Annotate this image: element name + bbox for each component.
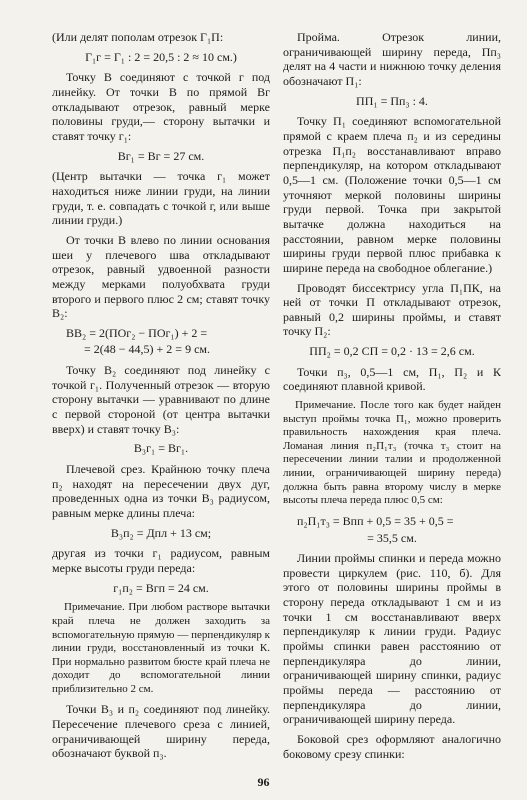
formula: ПП₂ = 0,2 СП = 0,2 · 13 = 2,6 см. (309, 344, 475, 359)
paragraph: Линии проймы спинки и переда можно провести циркулем (рис. 110, б). Для этого от половины ширины проймы в сторону переда откладывают 1 см и из точки 1 см восстанавливают вверх перпендикуляр к линии груди. Радиус проймы спинки равен расстоянию от перпендикуляра до линии, ограничивающей ширину спинки, радиус проймы переда — расстоянию от перпендикуляра до линии, ограничивающей ширину переда. (283, 551, 501, 727)
formula: г₁п₂ = Вгп = 24 см. (113, 580, 209, 595)
paragraph: Точку В₂ соединяют под линейку с точкой г₁. Полученный отрезок — вторую сторону вытачки — уравнивают по длине с первой стороной (от центра вытачки вверх) и ставят точку В₃: (52, 363, 270, 436)
formula: ВВ₂ = 2(ПОг₂ − ПОг₁) + 2 = (66, 325, 208, 340)
paragraph: (Или делят пополам отрезок Г₁П: (52, 30, 224, 44)
paragraph: (Центр вытачки — точка г₁ может находиться ниже линии груди, на линии груди, т. е. совпадать с точкой г, или выше линии груди.) (52, 169, 270, 228)
note: Примечание. При любом растворе вытачки край плеча не должен заходить за вспомогательную прямую — перпендикуляр к линии груди, восстановленный из точки К. При нормально развитом бюсте край плеча не доходит до вспомогательной линии приблизительно 2 см. (52, 601, 270, 695)
right-column (283, 30, 501, 766)
formula: Вг₁ = Вг = 27 см. (117, 148, 205, 163)
formula: В₃г₁ = Вг₁. (133, 441, 189, 456)
formula: = 35,5 см. (367, 530, 417, 545)
page-number: 96 (257, 775, 270, 789)
paragraph: Точку П₁ соединяют вспомогательной прямой с краем плеча п₂ и из середины отрезка П₁п₂ восстанавливают вправо перпендикуляр, на котором откладывают 0,5—1 см. (Положение точки 0,5—1 см уточняют меркой половины ширины груди первой. Точка при закрытой вытачке должна находиться на расстоянии, равном мерке половины ширины груди первой плюс прибавка к ширине переда на свободное облегание.) (283, 114, 501, 275)
formula: Г₁г = Г₁ : 2 = 20,5 : 2 ≈ 10 см.) (85, 49, 237, 64)
paragraph: Боковой срез оформляют аналогично боковому срезу спинки: (283, 732, 501, 761)
paragraph: Пройма. Отрезок линии, ограничивающей ширину переда, Пп₃ делят на 4 части и нижнюю точку деления обозначают П₁: (283, 30, 501, 88)
paragraph: Плечевой срез. Крайнюю точку плеча п₂ находят на пересечении двух дуг, проведенных одна из точки В₃ радиусом, равным мерке длины плеча: (52, 462, 270, 521)
note: Примечание. После того как будет найден выступ проймы точка П₁, можно проверить правильность нахождения края плеча. Ломаная линия п₂П₁т₃ (точка т₃ стоит на пересечении линии талии и продолженной линии, ограничивающей ширину переда) должна быть равна второму числу в мерке высоты плеча переда плюс 0,5 см: (283, 399, 501, 507)
paragraph: другая из точки г₁ радиусом, равным мерке высоты груди переда: (52, 546, 270, 575)
formula: п₂П₁т₃ = Впп + 0,5 = 35 + 0,5 = (297, 513, 454, 528)
formula: ПП₁ = Пп₃ : 4. (356, 93, 428, 108)
paragraph: От точки В влево по линии основания шеи у плечевого шва откладывают отрезок, равный удвоенной разности между мерками полуобхвата груди второго и первого плюс 2 см; ставят точку В₂: (52, 232, 270, 321)
paragraph: Точки п₃, 0,5—1 см, П₁, П₂ и К соединяют плавной кривой. (283, 364, 501, 394)
paragraph: Точки В₃ и п₂ соединяют под линейку. Пересечение плечевого среза с линией, ограничивающей ширину переда, обозначают буквой п₃. (52, 702, 270, 761)
left-column (52, 30, 270, 766)
paragraph: Точку В соединяют с точкой г под линейку. От точки В по прямой Вг откладывают отрезок, равный мерке половины груди,— сторону вытачки и ставят точку г₁: (52, 70, 270, 143)
formula: = 2(48 − 44,5) + 2 = 9 см. (66, 342, 210, 357)
formula: В₃п₂ = Дпл + 13 см; (110, 525, 212, 540)
paragraph: Проводят биссектрису угла П₁ПК, на ней от точки П откладывают отрезок, равный 0,2 ширины проймы, и ставят точку П₂: (283, 280, 501, 339)
